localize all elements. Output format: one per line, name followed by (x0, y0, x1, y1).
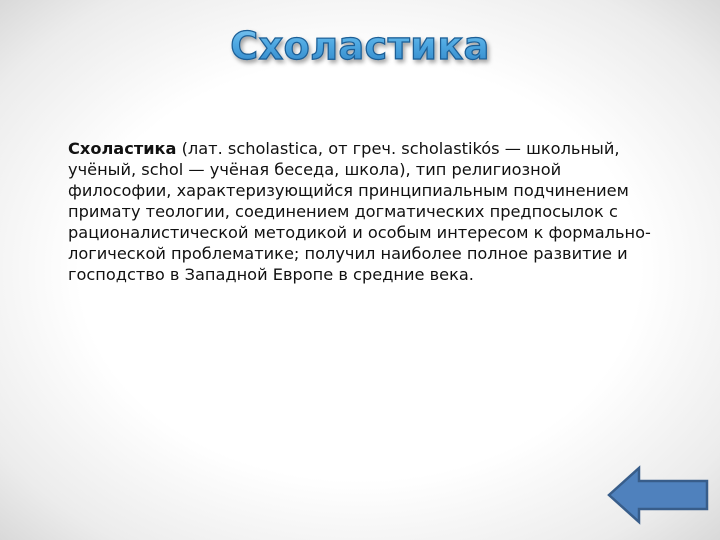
slide-title: Схоластика (230, 20, 490, 72)
left-arrow-icon (606, 465, 712, 525)
back-button[interactable] (606, 465, 712, 525)
definition-text: (лат. scholastica, от греч. scholastikós — школьный, учёный, schol — учёная беседа, школа), тип религиозной философии, характеризующийся принципиальным подчинением примату теологии, соединением догматических предпосылок с рационалистической методикой и особым интересом к формально-логической проблематике; получил наиболее полное развитие и господство в Западной Европе в средние века. (68, 139, 651, 285)
definition-term: Схоластика (68, 139, 177, 159)
definition-paragraph (68, 138, 668, 285)
title-container (0, 20, 720, 72)
